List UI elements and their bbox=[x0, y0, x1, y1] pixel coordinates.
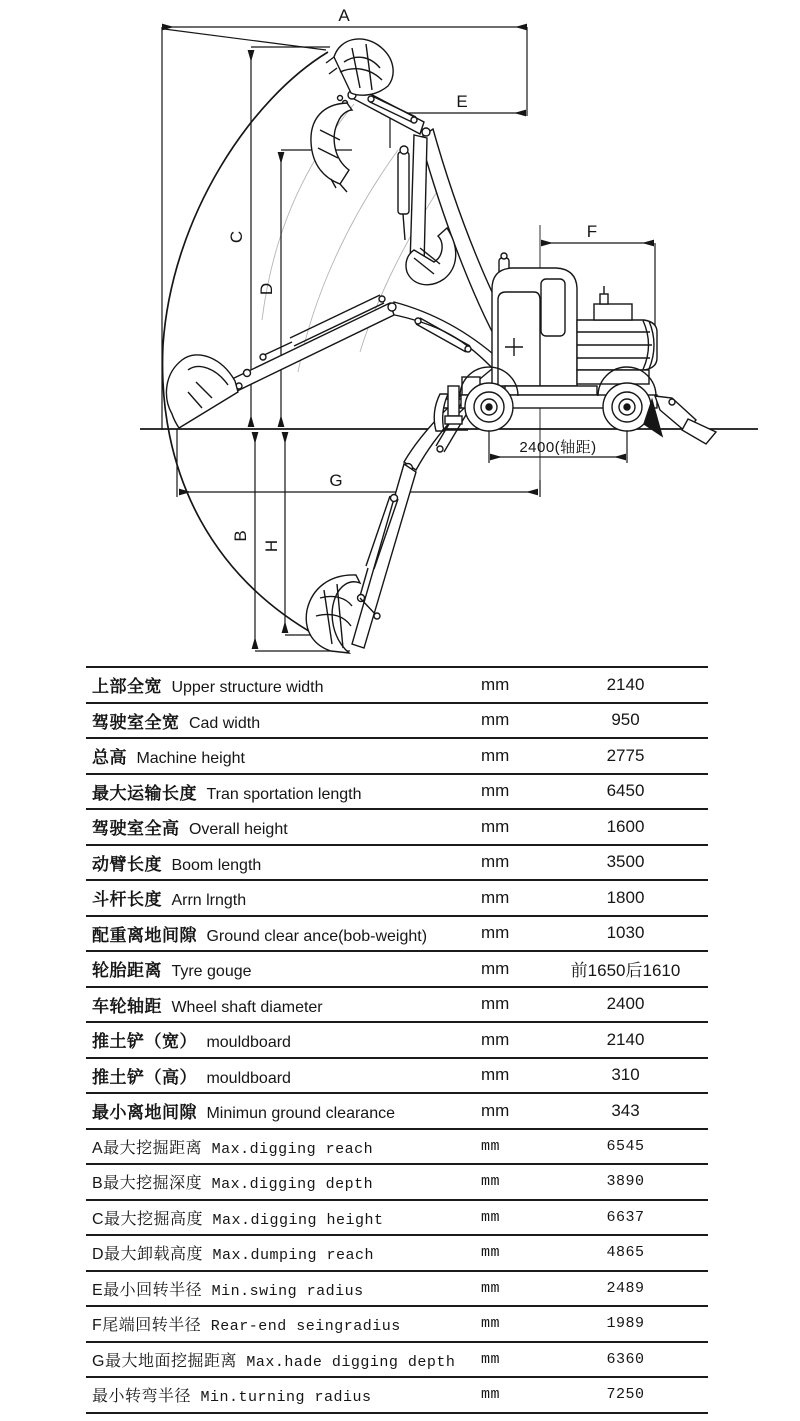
row-label-english: Max.digging depth bbox=[211, 1176, 374, 1194]
row-label bbox=[86, 1277, 481, 1300]
row-unit: mm bbox=[481, 1065, 510, 1085]
row-value: 2140 bbox=[606, 674, 645, 694]
wheelbase-label: 2400(轴距) bbox=[519, 439, 597, 456]
row-label-english: Minimun ground clearance bbox=[206, 1105, 395, 1123]
table-row bbox=[86, 737, 708, 773]
spec-table bbox=[86, 666, 708, 1414]
row-label-chinese: 车轮轴距 bbox=[92, 996, 162, 1016]
row-value: 4865 bbox=[606, 1244, 645, 1262]
row-label bbox=[86, 921, 481, 946]
row-label-chinese: 上部全宽 bbox=[92, 677, 162, 697]
table-row bbox=[86, 666, 708, 702]
row-label bbox=[86, 743, 481, 768]
row-label bbox=[86, 1206, 481, 1229]
row-label-english: Max.dumping reach bbox=[212, 1247, 375, 1265]
row-value: 6545 bbox=[606, 1137, 645, 1155]
table-row bbox=[86, 915, 708, 951]
row-value: 6450 bbox=[606, 781, 645, 801]
outrigger-foot bbox=[682, 419, 716, 444]
row-label-chinese: 推土铲（宽） bbox=[92, 1032, 197, 1052]
row-label bbox=[86, 992, 481, 1017]
row-value: 950 bbox=[611, 710, 640, 730]
row-value: 6360 bbox=[606, 1350, 645, 1368]
row-label bbox=[86, 1098, 481, 1123]
row-value: 2489 bbox=[606, 1279, 645, 1297]
table-row bbox=[86, 1021, 708, 1057]
table-row bbox=[86, 1305, 708, 1341]
row-label bbox=[86, 814, 481, 839]
row-unit: mm bbox=[481, 852, 510, 872]
row-label-chinese: 最大运输长度 bbox=[92, 783, 197, 803]
row-value: 2140 bbox=[606, 1029, 645, 1049]
table-row bbox=[86, 844, 708, 880]
row-unit: mm bbox=[481, 887, 510, 907]
dim-label-a: A bbox=[338, 6, 350, 25]
row-label bbox=[86, 1027, 481, 1052]
row-label bbox=[86, 708, 481, 733]
table-row bbox=[86, 1234, 708, 1270]
row-unit: mm bbox=[481, 1386, 501, 1404]
dim-label-d: D bbox=[257, 282, 276, 296]
row-label-english: Min.turning radius bbox=[200, 1389, 372, 1407]
row-unit: mm bbox=[481, 994, 510, 1014]
exhaust-pipe bbox=[600, 294, 608, 304]
row-label bbox=[86, 1348, 481, 1371]
table-row bbox=[86, 1199, 708, 1235]
row-value: 1600 bbox=[606, 816, 645, 836]
row-unit: mm bbox=[481, 1350, 501, 1368]
dim-label-c: C bbox=[227, 230, 246, 244]
dim-label-f: F bbox=[586, 222, 598, 241]
dimension-lines bbox=[140, 27, 758, 651]
row-label bbox=[86, 1063, 481, 1088]
row-label-chinese: 动臂长度 bbox=[92, 854, 162, 874]
table-row bbox=[86, 1376, 708, 1412]
table-row bbox=[86, 702, 708, 738]
row-label-chinese: 配重离地间隙 bbox=[92, 925, 197, 945]
row-value: 3500 bbox=[606, 852, 645, 872]
dim-label-g: G bbox=[329, 471, 343, 490]
excavator-dimension-diagram bbox=[0, 0, 800, 663]
row-unit: mm bbox=[481, 1029, 510, 1049]
row-value: 7250 bbox=[606, 1386, 645, 1404]
row-unit: mm bbox=[481, 923, 510, 943]
table-row bbox=[86, 1128, 708, 1164]
table-row bbox=[86, 1270, 708, 1306]
row-label-english: Tran sportation length bbox=[206, 785, 362, 803]
row-unit: mm bbox=[481, 781, 510, 801]
row-unit: mm bbox=[481, 1279, 501, 1297]
row-value: 2775 bbox=[606, 745, 645, 765]
table-row bbox=[86, 1163, 708, 1199]
row-unit: mm bbox=[481, 1100, 510, 1120]
row-label-english: Max.hade digging depth bbox=[246, 1353, 456, 1371]
dim-label-e: E bbox=[456, 92, 468, 111]
row-label-chinese: E最小回转半径 bbox=[92, 1281, 203, 1299]
row-unit: mm bbox=[481, 1244, 501, 1262]
table-row bbox=[86, 950, 708, 986]
row-label-english: mouldboard bbox=[206, 1034, 291, 1052]
row-unit: mm bbox=[481, 1137, 501, 1155]
row-label-english: Wheel shaft diameter bbox=[171, 998, 323, 1016]
table-row bbox=[86, 1341, 708, 1377]
row-unit: mm bbox=[481, 674, 510, 694]
counterweight bbox=[577, 370, 649, 384]
row-unit: mm bbox=[481, 816, 510, 836]
row-label bbox=[86, 885, 481, 910]
row-label-english: Cad width bbox=[188, 714, 261, 732]
row-value: 310 bbox=[611, 1065, 640, 1085]
table-row bbox=[86, 808, 708, 844]
table-row bbox=[86, 879, 708, 915]
row-label-chinese: 总高 bbox=[92, 748, 127, 768]
row-label-english: Min.swing radius bbox=[211, 1282, 364, 1300]
row-label bbox=[86, 1241, 481, 1264]
row-label-chinese: 驾驶室全宽 bbox=[92, 712, 180, 732]
row-label-english: Rear-end seingradius bbox=[210, 1318, 401, 1336]
dim-label-b: B bbox=[231, 530, 250, 542]
row-label-chinese: C最大挖掘高度 bbox=[92, 1210, 204, 1228]
row-label-chinese: 最小离地间隙 bbox=[92, 1103, 197, 1123]
row-label-chinese: A最大挖掘距离 bbox=[92, 1139, 203, 1157]
row-label-chinese: 推土铲（高） bbox=[92, 1067, 197, 1087]
row-label-english: Max.digging height bbox=[212, 1211, 384, 1229]
row-label bbox=[86, 850, 481, 875]
row-label bbox=[86, 779, 481, 804]
turntable bbox=[505, 386, 597, 395]
row-label-english: Ground clear ance(bob-weight) bbox=[206, 927, 428, 945]
row-label bbox=[86, 1312, 481, 1335]
row-value: 343 bbox=[611, 1100, 640, 1120]
row-label-chinese: 轮胎距离 bbox=[92, 961, 162, 981]
row-label bbox=[86, 1135, 481, 1158]
row-label-chinese: 斗杆长度 bbox=[92, 890, 162, 910]
row-value: 3890 bbox=[606, 1173, 645, 1191]
row-value: 6637 bbox=[606, 1208, 645, 1226]
row-label-chinese: F尾端回转半径 bbox=[92, 1317, 202, 1335]
table-row bbox=[86, 1057, 708, 1093]
row-value: 1989 bbox=[606, 1315, 645, 1333]
row-unit: mm bbox=[481, 1173, 501, 1191]
row-unit: mm bbox=[481, 1315, 501, 1333]
table-row bbox=[86, 986, 708, 1022]
row-label-chinese: 最小转弯半径 bbox=[92, 1388, 192, 1406]
row-label bbox=[86, 1170, 481, 1193]
row-label-english: Upper structure width bbox=[171, 679, 324, 697]
row-value: 前1650后1610 bbox=[570, 961, 681, 981]
row-label-english: Arrn lrngth bbox=[171, 892, 247, 910]
spec-table-body bbox=[86, 666, 708, 1412]
row-value: 2400 bbox=[606, 994, 645, 1014]
row-label-chinese: G最大地面挖掘距离 bbox=[92, 1352, 237, 1370]
row-label bbox=[86, 672, 481, 697]
excavator-body bbox=[166, 39, 716, 653]
row-value: 1030 bbox=[606, 923, 645, 943]
row-label-chinese: D最大卸载高度 bbox=[92, 1246, 204, 1264]
row-label bbox=[86, 1383, 481, 1406]
row-label-english: Machine height bbox=[136, 750, 245, 768]
row-label-english: Tyre gouge bbox=[171, 963, 252, 981]
row-value: 1800 bbox=[606, 887, 645, 907]
row-label-english: Overall height bbox=[188, 821, 288, 839]
cab-window bbox=[541, 279, 565, 336]
row-unit: mm bbox=[481, 1208, 501, 1226]
row-unit: mm bbox=[481, 710, 510, 730]
row-label-english: Max.digging reach bbox=[211, 1140, 374, 1158]
row-unit: mm bbox=[481, 958, 510, 978]
cab bbox=[492, 268, 577, 386]
row-unit: mm bbox=[481, 745, 510, 765]
front-wheel bbox=[465, 383, 513, 431]
table-row bbox=[86, 773, 708, 809]
row-label-chinese: B最大挖掘深度 bbox=[92, 1175, 203, 1193]
table-row bbox=[86, 1092, 708, 1128]
dim-label-h: H bbox=[262, 539, 281, 553]
row-label-chinese: 驾驶室全高 bbox=[92, 819, 180, 839]
row-label bbox=[86, 956, 481, 981]
row-label-english: mouldboard bbox=[206, 1069, 291, 1087]
row-label-english: Boom length bbox=[171, 856, 262, 874]
